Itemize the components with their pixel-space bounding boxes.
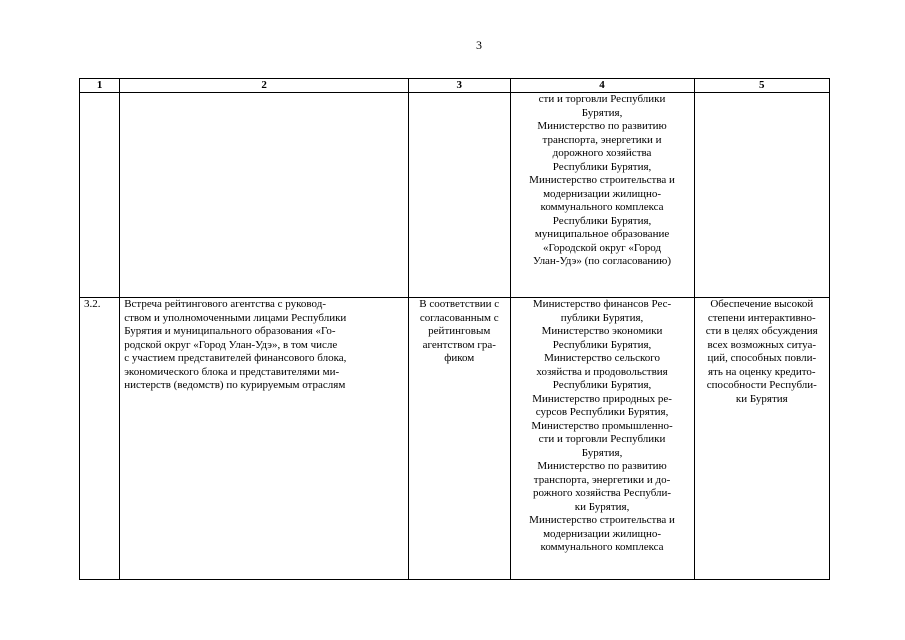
- cell-line: транспорта, энергетики и: [542, 133, 662, 146]
- header-col-4: 4: [510, 79, 694, 93]
- cell-line: Бурятия,: [581, 446, 623, 459]
- cell-line: Республики Бурятия,: [552, 214, 652, 227]
- cell-line: сти и торговли Республики: [538, 433, 666, 445]
- cell-line: Министерство экономики: [541, 325, 663, 337]
- cell-line: способности Республи-: [706, 379, 817, 391]
- cell-line: сти и торговли Республики: [538, 93, 666, 105]
- cell-line: транспорта, энергетики и до-: [533, 473, 671, 486]
- basis-cell: [408, 93, 510, 298]
- cell-line: агентством гра-: [422, 338, 496, 351]
- cell-line: Министерство по развитию: [537, 120, 667, 132]
- cell-line: «Городской округ «Город: [542, 241, 662, 254]
- cell-line: с участием представителей финансового блока,: [124, 352, 347, 364]
- executors-cell: [510, 93, 694, 298]
- table-header-row: [80, 79, 830, 93]
- cell-line: Министерство по развитию: [537, 460, 667, 472]
- cell-line: ки Бурятия: [735, 392, 788, 405]
- cell-line: Министерство строительства и: [529, 174, 675, 186]
- cell-line: ством и уполномоченными лицами Республики: [124, 311, 347, 324]
- cell-line: фиком: [444, 352, 475, 364]
- description-cell: [120, 93, 409, 298]
- cell-line: дорожного хозяйства: [552, 147, 652, 159]
- cell-line: степени интерактивно-: [707, 311, 816, 324]
- cell-line: Обеспечение высокой: [710, 298, 814, 310]
- cell-line: коммунального комплекса: [540, 201, 664, 213]
- cell-line: В соответствии с: [419, 298, 500, 310]
- header-col-5: 5: [694, 79, 829, 93]
- cell-line: Республики Бурятия,: [552, 160, 652, 173]
- cell-line: всех возможных ситуа-: [707, 338, 817, 351]
- header-col-2: 2: [120, 79, 409, 93]
- measures-table: [79, 78, 830, 580]
- executors-cell: [510, 298, 694, 580]
- cell-line: Бурятия и муниципального образования «Го-: [124, 325, 336, 337]
- header-col-1: 1: [80, 79, 120, 93]
- basis-cell: [408, 298, 510, 580]
- cell-line: Министерство финансов Рес-: [532, 298, 672, 310]
- cell-line: модернизации жилищно-: [543, 187, 661, 200]
- cell-line: ций, способных повли-: [707, 352, 817, 364]
- table-row: [80, 298, 830, 580]
- cell-line: модернизации жилищно-: [543, 527, 661, 540]
- cell-line: Встреча рейтингового агентства с руковод-: [124, 298, 326, 310]
- cell-line: рейтинговым: [428, 325, 491, 337]
- cell-line: Улан-Удэ» (по согласованию): [533, 255, 672, 267]
- cell-line: муниципальное образование: [534, 228, 670, 240]
- cell-line: Министерство природных ре-: [532, 392, 672, 405]
- cell-line: сурсов Республики Бурятия,: [535, 406, 669, 418]
- cell-line: Республики Бурятия,: [552, 379, 652, 391]
- cell-line: Министерство сельского: [544, 352, 660, 364]
- cell-line: нистерств (ведомств) по курируемым отраслям: [124, 379, 346, 391]
- cell-line: хозяйства и продовольствия: [536, 365, 668, 378]
- cell-line: публики Бурятия,: [560, 311, 644, 324]
- cell-line: ки Бурятия,: [574, 500, 630, 513]
- cell-line: сти в целях обсуждения: [705, 325, 818, 337]
- page-number: 3: [476, 38, 482, 52]
- cell-line: родской округ «Город Улан-Удэ», в том числе: [124, 338, 338, 351]
- cell-line: экономического блока и представителями ми-: [124, 365, 340, 378]
- result-cell: [694, 298, 829, 580]
- header-col-3: 3: [408, 79, 510, 93]
- item-number-cell: [80, 93, 120, 298]
- cell-line: Республики Бурятия,: [552, 338, 652, 351]
- description-cell: [120, 298, 409, 580]
- cell-line: ять на оценку кредито-: [707, 365, 816, 378]
- cell-line: согласованным с: [419, 311, 499, 324]
- cell-line: коммунального комплекса: [540, 541, 664, 553]
- result-cell: [694, 93, 829, 298]
- cell-line: Министерство строительства и: [529, 514, 675, 526]
- item-number-cell: 3.2.: [80, 298, 120, 580]
- cell-line: рожного хозяйства Республи-: [533, 487, 672, 499]
- cell-line: Министерство промышленно-: [531, 419, 673, 432]
- cell-line: Бурятия,: [581, 106, 623, 119]
- table-row: [80, 93, 830, 298]
